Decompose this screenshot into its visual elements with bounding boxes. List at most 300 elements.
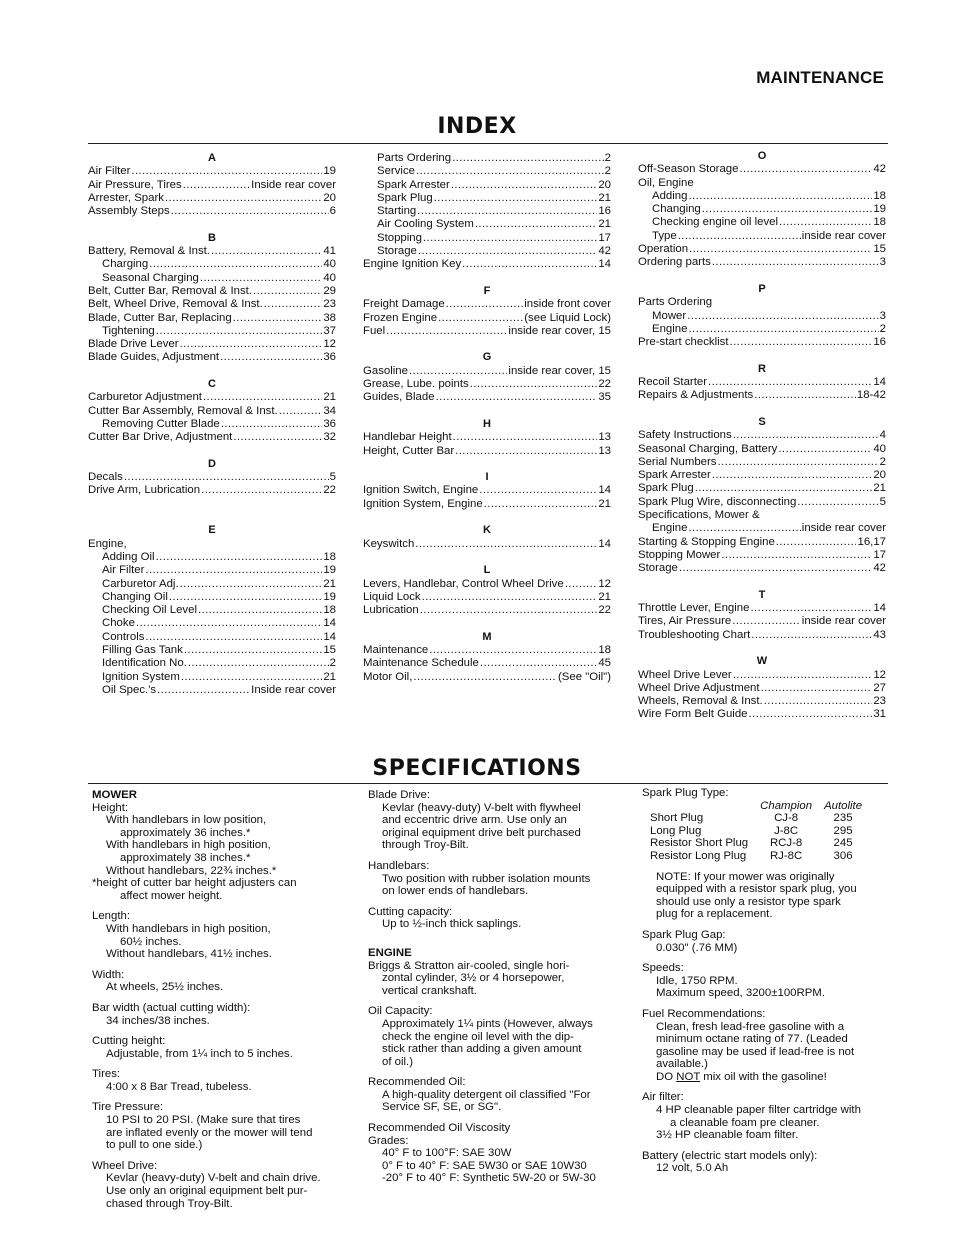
index-entry	[638, 496, 886, 509]
index-term: Mower	[652, 309, 687, 322]
index-term: Drive Arm, Lubrication	[88, 484, 201, 497]
dot-leader	[451, 179, 598, 192]
spec-line: *height of cutter bar height adjusters can	[92, 877, 297, 890]
index-term: Adding Oil	[102, 550, 155, 563]
index-term: Service	[377, 165, 415, 178]
spec-space	[642, 954, 892, 962]
spec-line: Spark Plug Type:	[642, 787, 729, 799]
dot-leader	[438, 312, 523, 325]
index-page: 14	[598, 484, 611, 497]
dot-leader	[797, 496, 878, 509]
spec-line: Spark Plug Gap:	[642, 928, 726, 941]
dot-leader	[180, 338, 323, 351]
index-page: 2	[879, 455, 886, 468]
spec-space	[92, 1152, 352, 1160]
index-entry	[638, 708, 886, 721]
index-term: Engine,	[88, 537, 127, 550]
index-entry	[88, 298, 336, 311]
spec-line: Height:	[92, 801, 129, 814]
spec-line: Maximum speed, 3200±100RPM.	[656, 987, 825, 1000]
dot-leader	[183, 179, 250, 192]
dot-leader	[200, 272, 322, 285]
dot-leader	[418, 245, 597, 258]
index-entry	[638, 336, 886, 349]
dot-leader	[156, 551, 323, 564]
index-page: 21	[598, 590, 611, 603]
spec-line: equipped with a resistor spark plug, you	[656, 883, 857, 896]
index-page: 18	[323, 550, 336, 563]
index-page: 15	[323, 643, 336, 656]
index-term: Stopping	[377, 231, 422, 244]
index-term: Frozen Engine	[363, 311, 438, 324]
dot-leader	[136, 617, 322, 630]
index-page: 21	[323, 670, 336, 683]
index-page: 16	[873, 336, 886, 349]
index-term: Changing Oil	[102, 590, 168, 603]
spec-line: Service SF, SE, or SG".	[382, 1101, 502, 1114]
index-entry	[88, 644, 336, 657]
index-entry	[88, 338, 336, 351]
index-page: 21	[598, 497, 611, 510]
index-term: Seasonal Charging, Battery	[638, 442, 778, 455]
spec-line: Fuel Recommendations:	[642, 1007, 766, 1020]
index-entry	[363, 578, 611, 591]
dot-leader	[165, 192, 322, 205]
dot-leader	[750, 602, 872, 615]
index-entry	[363, 498, 611, 511]
index-term: Operation	[638, 243, 689, 256]
index-term: Air Pressure, Tires	[88, 178, 182, 191]
spec-line: Cutting height:	[92, 1035, 166, 1048]
index-page: 19	[323, 564, 336, 577]
dot-leader	[181, 671, 322, 684]
index-page: 14	[323, 630, 336, 643]
index-page: (See "Oil")	[557, 670, 611, 683]
spec-line: 4:00 x 8 Bar Tread, tubeless.	[106, 1080, 252, 1093]
spec-line: A high-quality detergent oil classified "For	[382, 1088, 591, 1101]
dot-leader	[688, 190, 872, 203]
spec-line: plug for a replacement.	[656, 908, 773, 921]
index-page: 21	[598, 218, 611, 231]
index-entry	[363, 657, 611, 670]
spec-line: 10 PSI to 20 PSI. (Make sure that tires	[106, 1114, 301, 1127]
index-term: Maintenance Schedule	[363, 657, 479, 670]
table-header-cell: Autolite	[824, 799, 863, 812]
spec-line: Approximately 1¼ pints (However, always	[382, 1017, 593, 1030]
index-entry	[638, 509, 886, 522]
spec-line: Tire Pressure:	[92, 1101, 164, 1114]
spec-line: Use only an original equipment belt pur-	[106, 1185, 308, 1198]
index-page: 17	[598, 231, 611, 244]
index-term: Identification No.	[102, 657, 187, 670]
index-term: Carburetor Adj.	[102, 577, 179, 590]
dot-leader	[470, 378, 598, 391]
dot-leader	[233, 431, 322, 444]
dot-leader	[436, 391, 598, 404]
index-letter: K	[483, 524, 491, 537]
index-page: 2	[604, 165, 611, 178]
index-entry	[638, 216, 886, 229]
index-page: 12	[323, 338, 336, 351]
spec-space	[368, 898, 633, 906]
table-cell: 245	[833, 837, 853, 850]
index-term: Engine	[652, 322, 688, 335]
index-entry	[638, 536, 886, 549]
index-term: Checking engine oil level	[652, 216, 779, 229]
index-page: 14	[873, 602, 886, 615]
index-letter: D	[208, 457, 216, 470]
dot-leader	[203, 391, 322, 404]
index-page: 23	[873, 695, 886, 708]
index-page: 29	[323, 284, 336, 297]
index-page: (see Liquid Lock)	[524, 311, 611, 324]
index-page: 42	[873, 163, 886, 176]
dot-leader	[201, 484, 322, 497]
index-page: 2	[604, 152, 611, 164]
spec-line: Cutting capacity:	[368, 905, 453, 918]
index-term: Stopping Mower	[638, 548, 721, 561]
index-term: Specifications, Mower &	[638, 509, 760, 522]
spec-line: Oil Capacity:	[368, 1005, 433, 1018]
spec-line: zontal cylinder, 3½ or 4 horsepower,	[382, 972, 565, 985]
index-page: 6	[329, 205, 336, 218]
spec-space	[642, 863, 892, 871]
index-entry	[363, 591, 611, 604]
index-term: Oil, Engine	[638, 176, 694, 189]
index-page: 2	[329, 657, 336, 670]
index-page: 18	[873, 189, 886, 202]
index-term: Starting & Stopping Engine	[638, 535, 775, 548]
index-page: inside front cover	[524, 298, 611, 311]
spec-line: Two position with rubber isolation mounts	[382, 872, 591, 885]
index-gap	[363, 511, 611, 524]
dot-leader	[749, 708, 873, 721]
index-term: Belt, Cutter Bar, Removal & Inst.	[88, 284, 252, 297]
index-term: Blade Drive Lever	[88, 338, 179, 351]
index-term: Ignition Switch, Engine	[363, 484, 479, 497]
dot-leader	[689, 243, 872, 256]
dot-leader	[149, 258, 322, 271]
dot-leader	[687, 310, 878, 323]
index-page: 19	[323, 165, 336, 178]
spark-plug-table	[650, 800, 874, 863]
index-page: inside rear cover	[801, 229, 886, 242]
dot-leader	[475, 218, 597, 231]
dot-leader	[695, 482, 873, 495]
index-entry	[88, 591, 336, 604]
index-page: Inside rear cover	[251, 178, 336, 191]
spec-line: 40° F to 100°F: SAE 30W	[382, 1147, 512, 1160]
table-row	[650, 837, 874, 850]
spec-line: should use only a resistor type spark	[656, 895, 841, 908]
specs-column-3	[642, 787, 892, 1175]
index-entry	[88, 325, 336, 338]
index-entry	[363, 644, 611, 657]
dot-leader	[479, 484, 597, 497]
dot-leader	[462, 258, 597, 271]
index-page: 13	[598, 431, 611, 444]
index-term: Type	[652, 229, 677, 242]
index-rule	[88, 143, 888, 144]
spec-line: Blade Drive:	[368, 789, 431, 801]
spec-line: to pull to one side.)	[106, 1139, 203, 1152]
index-entry	[88, 312, 336, 325]
index-term: Decals	[88, 471, 123, 484]
dot-leader	[761, 682, 873, 695]
index-entry	[363, 192, 611, 205]
index-page: 21	[323, 391, 336, 404]
index-gap	[363, 338, 611, 351]
index-letter: C	[208, 378, 216, 391]
index-term: Parts Ordering	[638, 296, 713, 309]
dot-leader	[221, 418, 323, 431]
spec-line: chased through Troy-Bilt.	[106, 1197, 233, 1210]
index-gap	[88, 445, 336, 458]
index-entry	[638, 323, 886, 336]
spec-line: 4 HP cleanable paper filter cartridge with	[656, 1104, 861, 1117]
index-page: 22	[598, 604, 611, 617]
dot-leader	[124, 471, 329, 484]
table-row	[650, 812, 874, 825]
spec-line: affect mower height.	[120, 889, 223, 902]
index-term: Tires, Air Pressure	[638, 615, 732, 628]
spec-line: 3½ HP cleanable foam filter.	[656, 1129, 799, 1142]
index-letter: F	[483, 284, 491, 297]
index-term: Height, Cutter Bar	[363, 444, 455, 457]
dot-leader	[253, 285, 322, 298]
dot-leader	[220, 351, 322, 364]
index-letter: I	[485, 471, 489, 484]
index-page: 43	[873, 628, 886, 641]
spec-line: Clean, fresh lead-free gasoline with a	[656, 1020, 845, 1033]
index-term: Parts Ordering	[377, 152, 452, 164]
spec-line: NOTE: If your mower was originally	[656, 870, 835, 883]
index-term: Throttle Lever, Engine	[638, 602, 750, 615]
index-entry	[363, 205, 611, 218]
spec-line: gasoline may be used if lead-free is not	[656, 1045, 855, 1058]
table-header-row	[650, 800, 874, 813]
index-page: 35	[598, 391, 611, 404]
dot-leader	[480, 657, 597, 670]
index-entry	[363, 445, 611, 458]
index-entry	[363, 431, 611, 444]
index-page: 41	[323, 245, 336, 258]
index-page: 14	[598, 537, 611, 550]
dot-leader	[409, 365, 507, 378]
spec-space	[642, 1000, 892, 1008]
index-entry	[638, 376, 886, 389]
spec-line: of oil.)	[382, 1055, 414, 1068]
table-cell: J-8C	[774, 824, 799, 837]
index-entry	[638, 310, 886, 323]
index-term: Spark Arrester	[638, 469, 711, 482]
index-page: 20	[323, 191, 336, 204]
dot-leader	[145, 631, 322, 644]
index-entry	[88, 551, 336, 564]
index-entry	[88, 179, 336, 192]
index-entry	[88, 431, 336, 444]
dot-leader	[279, 405, 323, 418]
dot-leader	[429, 644, 597, 657]
index-term: Starting	[377, 205, 417, 218]
index-term: Fuel	[363, 324, 386, 337]
spec-line: Bar width (actual cutting width):	[92, 1001, 251, 1014]
spec-line: 60½ inches.	[120, 935, 182, 948]
index-page: 5	[879, 495, 886, 508]
dot-leader	[413, 671, 557, 684]
spec-line: 34 inches/38 inches.	[106, 1014, 210, 1027]
index-entry	[88, 617, 336, 630]
index-entry	[363, 232, 611, 245]
index-page: inside rear cover, 15	[508, 324, 611, 337]
dot-leader	[420, 604, 598, 617]
index-term: Filling Gas Tank	[102, 643, 183, 656]
spec-line: Length:	[92, 910, 131, 923]
dot-leader	[423, 232, 597, 245]
index-entry	[88, 564, 336, 577]
spec-heading: MOWER	[92, 789, 137, 801]
spec-line: a cleanable foam pre cleaner.	[670, 1116, 820, 1129]
index-entry	[638, 163, 886, 176]
spec-line: Idle, 1750 RPM.	[656, 974, 738, 987]
spec-line: minimum octane rating of 77. (Leaded	[656, 1033, 848, 1046]
table-row	[650, 850, 874, 863]
index-page: inside rear cover, 15	[508, 364, 611, 377]
spec-space	[368, 1068, 633, 1076]
index-entry	[638, 296, 886, 309]
index-term: Engine	[652, 522, 688, 535]
index-column-1	[88, 152, 336, 697]
spec-line: Up to ½-inch thick saplings.	[382, 918, 522, 931]
spec-line: Without handlebars, 41½ inches.	[106, 948, 272, 961]
spec-space	[642, 1142, 892, 1150]
index-entry	[88, 471, 336, 484]
index-letter: R	[758, 362, 766, 375]
index-page: 18	[598, 643, 611, 656]
dot-leader	[211, 245, 322, 258]
specifications-rule	[88, 783, 888, 784]
spec-line: original equipment drive belt purchased	[382, 826, 581, 839]
dot-leader	[688, 323, 878, 336]
spec-line: Recommended Oil Viscosity	[368, 1122, 511, 1135]
index-entry	[363, 484, 611, 497]
index-term: Storage	[377, 245, 417, 258]
dot-leader	[434, 192, 598, 205]
index-page: Inside rear cover	[251, 683, 336, 696]
index-entry	[88, 405, 336, 418]
index-entry	[88, 657, 336, 670]
index-page: 19	[873, 203, 886, 216]
index-entry	[363, 604, 611, 617]
spec-space	[92, 994, 352, 1002]
index-page: 22	[598, 378, 611, 391]
index-term: Removing Cutter Blade	[102, 417, 220, 430]
index-entry	[638, 256, 886, 269]
spec-space	[92, 1093, 352, 1101]
dot-leader	[416, 165, 604, 178]
index-gap	[363, 405, 611, 418]
index-page: 21	[323, 577, 336, 590]
index-term: Changing	[652, 203, 701, 216]
index-entry	[88, 604, 336, 617]
index-page: 3	[879, 309, 886, 322]
table-header-cell: Champion	[760, 799, 813, 812]
specifications-title: SPECIFICATIONS	[372, 756, 582, 781]
index-entry	[363, 258, 611, 271]
index-gap	[363, 272, 611, 285]
spec-line: Adjustable, from 1¼ inch to 5 inches.	[106, 1047, 293, 1060]
index-term: Spark Plug	[377, 191, 433, 204]
dot-leader	[264, 298, 323, 311]
table-cell: 235	[833, 812, 853, 825]
index-letter: E	[208, 524, 216, 537]
index-page: 31	[873, 708, 886, 721]
index-term: Motor Oil,	[363, 670, 413, 683]
index-entry	[88, 192, 336, 205]
index-term: Safety Instructions	[638, 429, 732, 442]
dot-leader	[455, 445, 597, 458]
index-entry	[363, 378, 611, 391]
index-gap	[88, 218, 336, 231]
dot-leader	[712, 469, 873, 482]
dot-leader	[417, 205, 597, 218]
index-page: 38	[323, 311, 336, 324]
spec-line: With handlebars in low position,	[106, 814, 267, 827]
index-page: 12	[873, 668, 886, 681]
index-letter: W	[756, 655, 768, 668]
index-term: Spark Arrester	[377, 178, 450, 191]
index-letter: H	[483, 417, 491, 430]
index-term: Belt, Wheel Drive, Removal & Inst.	[88, 298, 263, 311]
index-term: Blade, Cutter Bar, Replacing	[88, 311, 232, 324]
spec-line: Recommended Oil:	[368, 1076, 466, 1089]
index-term: Freight Damage	[363, 298, 445, 311]
dot-leader	[415, 538, 597, 551]
index-page: 18	[873, 216, 886, 229]
index-page: 5	[329, 471, 336, 484]
spec-space	[368, 939, 633, 947]
spec-line: check the engine oil level with the dip-	[382, 1030, 574, 1043]
index-term: Repairs & Adjustments	[638, 389, 754, 402]
spec-line: are inflated evenly or the mower will tend	[106, 1126, 313, 1139]
index-page: 18-42	[856, 389, 886, 402]
spec-line: Battery (electric start models only):	[642, 1149, 818, 1162]
index-page: 3	[879, 256, 886, 269]
spec-space	[92, 1060, 352, 1068]
dot-leader	[198, 604, 322, 617]
index-letter: M	[482, 630, 492, 643]
dot-leader	[131, 165, 322, 178]
index-page: 36	[323, 417, 336, 430]
dot-leader	[180, 578, 323, 591]
index-letter: G	[482, 351, 492, 364]
dot-leader	[446, 298, 524, 311]
index-term: Adding	[652, 189, 688, 202]
index-term: Wire Form Belt Guide	[638, 708, 748, 721]
dot-leader	[188, 657, 329, 670]
dot-leader	[169, 591, 322, 604]
index-term: Air Cooling System	[377, 218, 474, 231]
spec-line: With handlebars in high position,	[106, 839, 271, 852]
dot-leader	[157, 684, 250, 697]
index-gap	[638, 349, 886, 362]
index-entry	[638, 469, 886, 482]
index-page: 21	[598, 191, 611, 204]
index-entry	[88, 578, 336, 591]
index-entry	[638, 230, 886, 243]
index-entry	[363, 325, 611, 338]
dot-leader	[778, 443, 872, 456]
